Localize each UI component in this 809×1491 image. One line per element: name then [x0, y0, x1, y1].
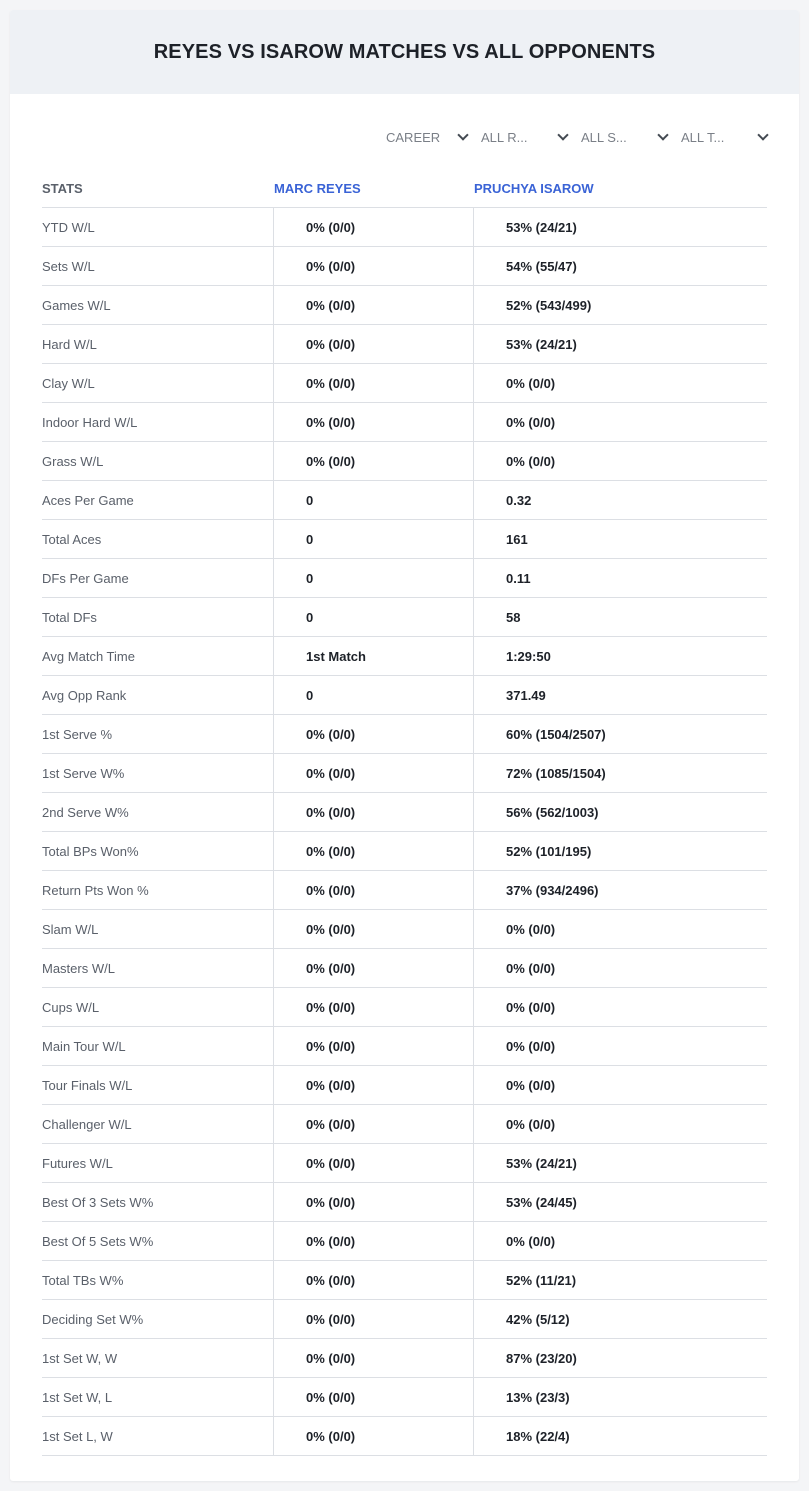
stat-label: Total TBs W%: [42, 1272, 124, 1288]
player2-value: 53% (24/21): [473, 208, 767, 246]
stat-label: Grass W/L: [42, 453, 104, 469]
column-header-player2-link[interactable]: PRUCHYA ISAROW: [474, 181, 594, 196]
player1-value: 0% (0/0): [273, 1417, 473, 1455]
table-header: [42, 170, 767, 208]
table-row: [42, 208, 767, 247]
table-row: [42, 520, 767, 559]
chevron-down-icon: [657, 129, 668, 140]
stat-label: Total BPs Won%: [42, 843, 139, 859]
player1-value: 0% (0/0): [273, 715, 473, 753]
table-row: [42, 949, 767, 988]
table-row: [42, 676, 767, 715]
table-row: [42, 481, 767, 520]
stat-label: Total DFs: [42, 609, 97, 625]
player2-value: 0% (0/0): [473, 403, 767, 441]
player2-value: 42% (5/12): [473, 1300, 767, 1338]
stat-label: Sets W/L: [42, 258, 95, 274]
player2-value: 54% (55/47): [473, 247, 767, 285]
stat-label: Return Pts Won %: [42, 882, 149, 898]
player2-value: 1:29:50: [473, 637, 767, 675]
stat-label: Deciding Set W%: [42, 1311, 144, 1327]
player2-value: 53% (24/21): [473, 1144, 767, 1182]
stat-label: Tour Finals W/L: [42, 1077, 133, 1093]
player2-value: 53% (24/21): [473, 325, 767, 363]
table-row: [42, 559, 767, 598]
table-row: [42, 325, 767, 364]
player1-value: 0% (0/0): [273, 832, 473, 870]
card-header: [10, 10, 799, 94]
column-header-stats: STATS: [42, 181, 83, 196]
table-row: [42, 1027, 767, 1066]
player1-value: 0% (0/0): [273, 1027, 473, 1065]
stat-label: 1st Serve W%: [42, 765, 125, 781]
player2-value: 52% (543/499): [473, 286, 767, 324]
player1-value: 0: [273, 520, 473, 558]
table-row: [42, 1183, 767, 1222]
player1-value: 0% (0/0): [273, 754, 473, 792]
stat-label: YTD W/L: [42, 219, 95, 235]
player2-value: 0% (0/0): [473, 949, 767, 987]
player1-value: 0% (0/0): [273, 1222, 473, 1260]
player1-value: 0% (0/0): [273, 1066, 473, 1104]
player1-value: 0% (0/0): [273, 364, 473, 402]
player1-value: 0% (0/0): [273, 208, 473, 246]
player2-value: 0% (0/0): [473, 364, 767, 402]
table-row: [42, 1339, 767, 1378]
table-row: [42, 1300, 767, 1339]
filter-bar: [386, 127, 767, 147]
table-row: [42, 598, 767, 637]
stat-label: Clay W/L: [42, 375, 95, 391]
player2-value: 0% (0/0): [473, 1105, 767, 1143]
player2-value: 56% (562/1003): [473, 793, 767, 831]
stat-label: Best Of 5 Sets W%: [42, 1233, 154, 1249]
player2-value: 13% (23/3): [473, 1378, 767, 1416]
stats-table: [42, 170, 767, 1456]
player1-value: 0% (0/0): [273, 1378, 473, 1416]
table-row: [42, 1144, 767, 1183]
table-row: [42, 715, 767, 754]
stat-label: Total Aces: [42, 531, 102, 547]
filter-tournament-dropdown[interactable]: [681, 127, 767, 147]
player1-value: 0% (0/0): [273, 1144, 473, 1182]
stat-label: Challenger W/L: [42, 1116, 132, 1132]
stat-label: Main Tour W/L: [42, 1038, 126, 1054]
stat-label: 1st Set L, W: [42, 1428, 113, 1444]
table-row: [42, 871, 767, 910]
stat-label: DFs Per Game: [42, 570, 129, 586]
player2-value: 0.11: [473, 559, 767, 597]
table-row: [42, 247, 767, 286]
table-row: [42, 1222, 767, 1261]
chevron-down-icon: [757, 129, 768, 140]
player2-value: 161: [473, 520, 767, 558]
player2-value: 52% (11/21): [473, 1261, 767, 1299]
stat-label: Futures W/L: [42, 1155, 113, 1171]
player1-value: 0: [273, 481, 473, 519]
player1-value: 0% (0/0): [273, 325, 473, 363]
stat-label: Avg Opp Rank: [42, 687, 127, 703]
player1-value: 0% (0/0): [273, 247, 473, 285]
filter-surface-dropdown[interactable]: [581, 127, 667, 147]
player1-value: 0% (0/0): [273, 949, 473, 987]
player1-value: 0% (0/0): [273, 1183, 473, 1221]
table-row: [42, 637, 767, 676]
player2-value: 72% (1085/1504): [473, 754, 767, 792]
player2-value: 0% (0/0): [473, 442, 767, 480]
player2-value: 60% (1504/2507): [473, 715, 767, 753]
stat-label: Hard W/L: [42, 336, 97, 352]
filter-tournament-label: ALL T...: [681, 129, 725, 145]
player2-value: 53% (24/45): [473, 1183, 767, 1221]
table-row: [42, 832, 767, 871]
player1-value: 0% (0/0): [273, 442, 473, 480]
stat-label: 2nd Serve W%: [42, 804, 129, 820]
column-header-player1-link[interactable]: MARC REYES: [274, 181, 361, 196]
stat-label: Cups W/L: [42, 999, 100, 1015]
table-row: [42, 364, 767, 403]
stat-label: Masters W/L: [42, 960, 115, 976]
stat-label: Best Of 3 Sets W%: [42, 1194, 154, 1210]
table-row: [42, 1261, 767, 1300]
stats-card: [10, 10, 799, 1481]
table-row: [42, 442, 767, 481]
filter-round-dropdown[interactable]: [481, 127, 567, 147]
table-row: [42, 403, 767, 442]
table-row: [42, 1378, 767, 1417]
table-row: [42, 754, 767, 793]
filter-surface-label: ALL S...: [581, 129, 627, 145]
player1-value: 0% (0/0): [273, 793, 473, 831]
player1-value: 0% (0/0): [273, 1105, 473, 1143]
player1-value: 0% (0/0): [273, 1261, 473, 1299]
stat-label: Avg Match Time: [42, 648, 135, 664]
player2-value: 0.32: [473, 481, 767, 519]
player1-value: 1st Match: [273, 637, 473, 675]
player2-value: 58: [473, 598, 767, 636]
table-row: [42, 1417, 767, 1456]
table-row: [42, 286, 767, 325]
player2-value: 0% (0/0): [473, 1222, 767, 1260]
player1-value: 0% (0/0): [273, 286, 473, 324]
player1-value: 0% (0/0): [273, 1339, 473, 1377]
page-title: REYES VS ISAROW MATCHES VS ALL OPPONENTS: [153, 40, 656, 63]
player1-value: 0: [273, 559, 473, 597]
table-row: [42, 1066, 767, 1105]
filter-period-label: CAREER: [386, 129, 441, 145]
player2-value: 0% (0/0): [473, 1027, 767, 1065]
stat-label: Games W/L: [42, 297, 111, 313]
filter-round-label: ALL R...: [481, 129, 528, 145]
table-row: [42, 1105, 767, 1144]
stat-label: Indoor Hard W/L: [42, 414, 138, 430]
filter-period-dropdown[interactable]: [386, 127, 467, 147]
player2-value: 0% (0/0): [473, 988, 767, 1026]
table-row: [42, 988, 767, 1027]
player1-value: 0% (0/0): [273, 1300, 473, 1338]
player1-value: 0% (0/0): [273, 871, 473, 909]
stat-label: Aces Per Game: [42, 492, 134, 508]
player2-value: 52% (101/195): [473, 832, 767, 870]
player1-value: 0% (0/0): [273, 988, 473, 1026]
player2-value: 87% (23/20): [473, 1339, 767, 1377]
player2-value: 371.49: [473, 676, 767, 714]
player1-value: 0% (0/0): [273, 403, 473, 441]
player1-value: 0: [273, 598, 473, 636]
table-body: [42, 208, 767, 1456]
table-row: [42, 910, 767, 949]
player1-value: 0% (0/0): [273, 910, 473, 948]
chevron-down-icon: [557, 129, 568, 140]
table-row: [42, 793, 767, 832]
player2-value: 0% (0/0): [473, 1066, 767, 1104]
chevron-down-icon: [457, 129, 468, 140]
stat-label: 1st Serve %: [42, 726, 113, 742]
player2-value: 37% (934/2496): [473, 871, 767, 909]
player1-value: 0: [273, 676, 473, 714]
stat-label: 1st Set W, L: [42, 1389, 113, 1405]
player2-value: 0% (0/0): [473, 910, 767, 948]
stat-label: Slam W/L: [42, 921, 99, 937]
stat-label: 1st Set W, W: [42, 1350, 118, 1366]
player2-value: 18% (22/4): [473, 1417, 767, 1455]
